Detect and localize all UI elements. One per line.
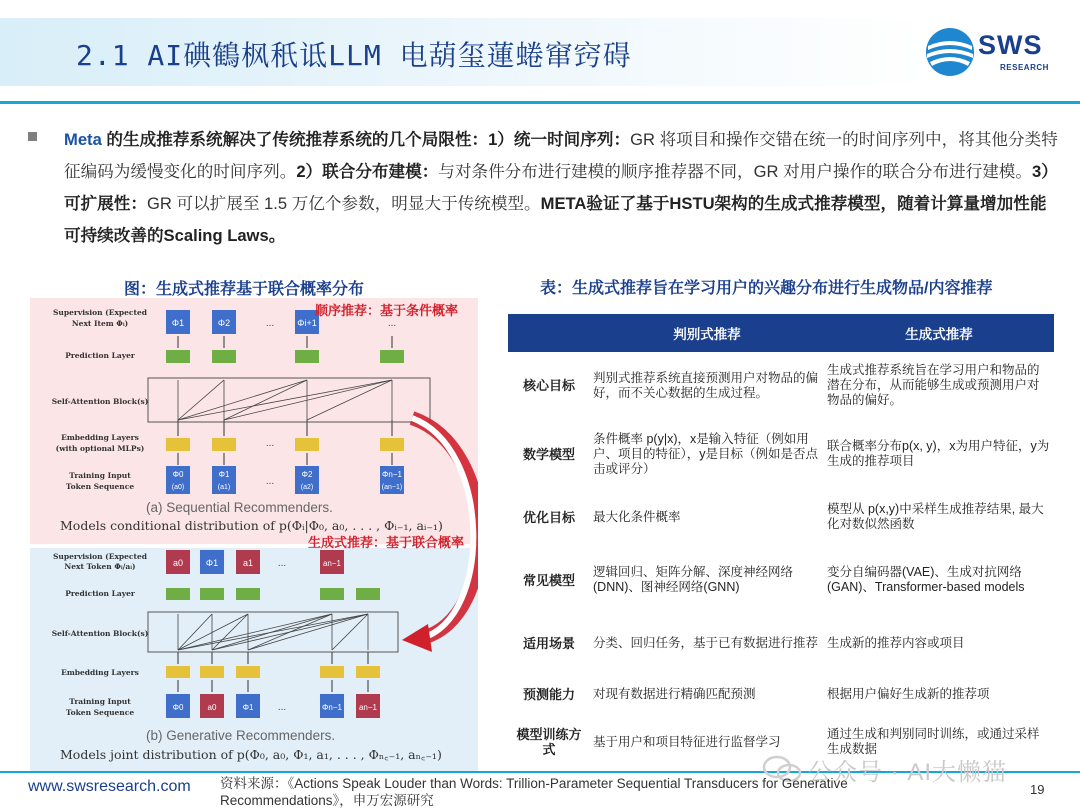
footer-source: 资料来源：《Actions Speak Louder than Words: Trillion-Parameter Sequential Transducers for Generative Recommendations》，申万宏源研究: [220, 776, 848, 808]
embedding-block: [212, 438, 236, 451]
layer-label: Prediction Layer: [65, 589, 135, 598]
table-row: [508, 672, 1054, 716]
input-token-sublabel: (a1): [217, 484, 231, 491]
attention-line: [178, 380, 224, 420]
layer-label: Next Item Φᵢ): [71, 319, 129, 328]
embedding-block: [236, 666, 260, 678]
header-divider: [0, 101, 1080, 104]
input-token-label: Φ0: [172, 703, 184, 712]
cell-discriminative: 条件概率 p(y|x)，x是输入特征（例如用户、项目的特征），y是目标（例如是否点击或评分）: [593, 431, 819, 476]
point-2-heading: 2）联合分布建模：: [296, 162, 439, 181]
cell-discriminative: 对现有数据进行精确匹配预测: [593, 686, 756, 701]
output-token-label: Φ1: [171, 318, 185, 328]
table-header-row: [508, 314, 1054, 352]
input-token-label: Φn−1: [322, 703, 342, 712]
logo-subtext: RESEARCH: [1000, 63, 1049, 72]
page-number: 19: [1030, 782, 1045, 797]
prediction-block: [236, 588, 260, 600]
embedding-block: [320, 666, 344, 678]
summary-conclusion: META验证了基于HSTU架构的生成式推荐模型，随着计算量增加性能可持续改善的Scaling Laws。: [64, 194, 1047, 245]
attention-line: [224, 380, 392, 420]
ellipsis: ...: [277, 702, 287, 713]
embedding-block: [200, 666, 224, 678]
layer-label: Supervision (Expected: [53, 308, 147, 317]
input-token-label: Φ1: [218, 470, 230, 479]
input-token-label: Φn−1: [382, 470, 402, 479]
input-token-label: Φ1: [242, 703, 254, 712]
bullet-square-icon: [28, 132, 37, 141]
formula-joint: Models joint distribution of p(Φ₀, a₀, Φ₁, a₁, . . . , Φₙ꜀₋₁, aₙ꜀₋₁): [60, 747, 442, 762]
row-label: 核心目标: [522, 378, 575, 394]
layer-label: Token Sequence: [65, 482, 135, 491]
prediction-block: [295, 350, 319, 363]
cell-generative: 模型从 p(x,y)中采样生成推荐结果, 最大化对数似然函数: [827, 502, 1044, 531]
ellipsis: ...: [265, 476, 275, 487]
output-token-label: Φi+1: [297, 318, 317, 328]
output-token-label: a0: [172, 558, 184, 568]
table-header-discriminative: 判别式推荐: [590, 314, 824, 352]
layer-label: Prediction Layer: [65, 351, 135, 360]
layer-label: Embedding Layers: [61, 668, 139, 677]
footer-url[interactable]: www.swsresearch.com: [28, 778, 191, 795]
row-label: 模型训练方式: [516, 727, 582, 757]
input-token-label: an−1: [358, 703, 378, 712]
table-row: [508, 420, 1054, 488]
prediction-block: [212, 350, 236, 363]
cell-generative: 生成新的推荐内容或项目: [827, 635, 965, 650]
globe-icon: [924, 26, 976, 78]
cell-discriminative: 分类、回归任务，基于已有数据进行推荐: [593, 635, 819, 650]
input-token-sublabel: (an−1): [381, 484, 403, 491]
cell-generative: 通过生成和判别同时训练，或通过采样生成数据: [827, 727, 1040, 756]
output-token-label: Φ1: [205, 558, 219, 568]
table-row: [508, 352, 1054, 420]
table-row: [508, 546, 1054, 614]
caption-sequential: (a) Sequential Recommenders.: [146, 500, 333, 515]
attention-line: [212, 614, 368, 650]
point-3-body: GR 可以扩展至 1.5 万亿个参数，明显大于传统模型。: [146, 194, 541, 213]
point-1-body: GR 将项目和操作交错在统一的时间序列中，将其他分类特征编码为缓慢变化的时间序列。: [64, 130, 1058, 181]
attention-line: [178, 380, 307, 420]
table-title: 表：生成式推荐旨在学习用户的兴趣分布进行生成物品/内容推荐: [540, 280, 993, 297]
attention-line: [178, 614, 248, 650]
layer-label: Supervision (Expected: [53, 552, 147, 561]
point-1-heading: 1）统一时间序列：: [488, 130, 631, 149]
prediction-block: [166, 588, 190, 600]
comparison-table: [508, 314, 1054, 769]
output-token-label: an−1: [322, 559, 342, 568]
prediction-block: [320, 588, 344, 600]
input-token-label: Φ2: [301, 470, 313, 479]
output-token-label: a1: [242, 558, 254, 568]
input-token-label: a0: [207, 703, 217, 712]
cell-generative: 变分自编码器(VAE)、生成对抗网络(GAN)、Transformer-based models: [827, 565, 1025, 594]
input-token-sublabel: (a2): [300, 484, 314, 491]
meta-label: Meta: [64, 130, 102, 149]
prediction-block: [380, 350, 404, 363]
cell-generative: 根据用户偏好生成新的推荐项: [827, 686, 990, 701]
layer-label: Embedding Layers: [61, 433, 139, 442]
row-label: 常见模型: [522, 572, 575, 588]
cell-discriminative: 逻辑回归、矩阵分解、深度神经网络(DNN)、图神经网络(GNN): [593, 565, 794, 594]
ellipsis: ...: [387, 318, 397, 329]
row-label: 适用场景: [522, 635, 575, 651]
layer-label: Next Token Φᵢ/aᵢ): [64, 562, 136, 571]
layer-label: Training Input: [69, 697, 131, 706]
embedding-block: [166, 438, 190, 451]
table-header-generative: 生成式推荐: [824, 314, 1054, 352]
logo-text: SWS: [978, 30, 1043, 60]
caption-generative: (b) Generative Recommenders.: [146, 728, 336, 743]
cell-discriminative: 最大化条件概率: [593, 509, 681, 524]
prediction-block: [356, 588, 380, 600]
layer-label: Self-Attention Block(s): [51, 629, 149, 638]
cell-discriminative: 判别式推荐系统直接预测用户对物品的偏好，而不关心数据的生成过程。: [593, 370, 819, 400]
generative-label: 生成式推荐：基于联合概率: [308, 535, 465, 550]
sws-logo: [924, 26, 1064, 82]
cell-generative: 联合概率分布p(x, y)，x为用户特征，y为生成的推荐项目: [827, 439, 1050, 468]
attention-line: [307, 380, 392, 420]
row-label: 数学模型: [522, 446, 575, 462]
page-title: 2.1 AI碘鶴枫秖诋LLM 电葫玺蓮蜷窜窍碍: [76, 39, 632, 72]
point-3-heading: 3）可扩展性：: [64, 162, 1058, 213]
layer-label: (with optional MLPs): [55, 444, 145, 453]
output-token-label: Φ2: [217, 318, 231, 328]
point-2-body: 与对条件分布进行建模的顺序推荐器不同，GR 对用户操作的联合分布进行建模。: [438, 162, 1032, 181]
layer-label: Token Sequence: [65, 708, 135, 717]
prediction-block: [166, 350, 190, 363]
layer-label: Training Input: [69, 471, 131, 480]
embedding-block: [380, 438, 404, 451]
figure-title: 图：生成式推荐基于联合概率分布: [124, 281, 365, 298]
embedding-block: [356, 666, 380, 678]
recommender-figure: [30, 298, 478, 772]
attention-line: [178, 380, 392, 420]
table-row: [508, 614, 1054, 672]
input-token-sublabel: (a0): [171, 484, 185, 491]
table-row: [508, 488, 1054, 546]
layer-label: Self-Attention Block(s): [51, 397, 149, 406]
transition-arrowhead: [402, 624, 432, 652]
prediction-block: [200, 588, 224, 600]
table-header-blank: [508, 314, 590, 352]
ellipsis: ...: [265, 318, 275, 329]
embedding-block: [295, 438, 319, 451]
cell-generative: 生成式推荐系统旨在学习用户和物品的潜在分布，从而能够生成或预测用户对物品的偏好。: [827, 363, 1040, 408]
formula-conditional: Models conditional distribution of p(Φᵢ|Φ₀, a₀, . . . , Φᵢ₋₁, aᵢ₋₁): [60, 518, 443, 533]
row-label: 预测能力: [522, 686, 575, 702]
ellipsis: ...: [277, 558, 287, 569]
ellipsis: ...: [265, 438, 275, 449]
input-token-label: Φ0: [172, 470, 184, 479]
summary-intro: 的生成推荐系统解决了传统推荐系统的几个局限性：: [101, 130, 489, 149]
watermark-text: 公众号 · AI大懒猫: [808, 759, 1008, 786]
sequential-label: 顺序推荐：基于条件概率: [315, 303, 459, 318]
attention-line: [224, 380, 307, 420]
self-attention-box: [148, 378, 430, 422]
embedding-block: [166, 666, 190, 678]
cell-discriminative: 基于用户和项目特征进行监督学习: [593, 734, 781, 749]
summary-paragraph: [64, 124, 1060, 252]
row-label: 优化目标: [522, 509, 575, 525]
